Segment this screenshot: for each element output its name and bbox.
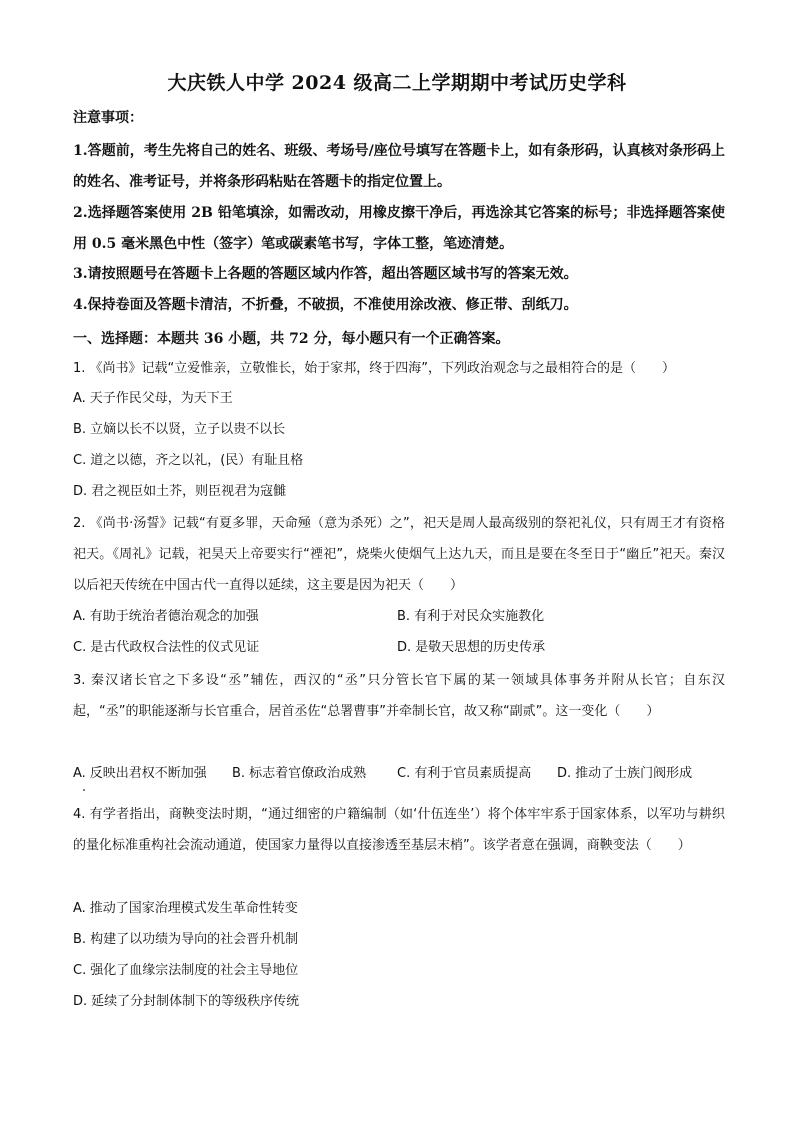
option-text: 构建了以功绩为导向的社会晋升机制	[90, 932, 299, 947]
question-stem: 4. 有学者指出，商鞅变法时期，“通过细密的户籍编制（如‘什伍连坐’）将个体牢牢系于国家体系，以军功与耕织的量化标准重构社会流动通道，使国家力量得以直接渗透至基层末梢”。该学者意在强调，商鞅变法（ ）	[73, 807, 725, 853]
option-c	[397, 764, 531, 784]
option-text: 天子作民父母，为天下王	[89, 391, 233, 406]
option-text: 有助于统治者德治观念的加强	[89, 609, 259, 624]
option-text: 强化了血缘宗法制度的社会主导地位	[90, 963, 299, 978]
option-label: B.	[73, 422, 87, 437]
option-text: 是敬天思想的历史传承	[415, 640, 546, 655]
option-label: D.	[73, 994, 88, 1009]
option-text: 君之视臣如土芥，则臣视君为寇雠	[91, 484, 287, 499]
note-item: 2.选择题答案使用 2B 铅笔填涂，如需改动，用橡皮擦干净后，再选涂其它答案的标号；非选择题答案使用 0.5 毫米黑色中性（签字）笔或碳素笔书写，字体工整，笔迹清楚。	[73, 205, 725, 252]
option-b	[232, 764, 366, 784]
option-a	[73, 899, 298, 919]
option-b	[73, 930, 298, 950]
question-stem: 2. 《尚书·汤誓》记载“有夏多罪，天命殛（意为杀死）之”，祀天是周人最高级别的祭祀礼仪，只有周王才有资格祀天。《周礼》记载，祀昊天上帝要实行“禋祀”，烧柴火使烟气上达九天，而且是要在冬至日于“幽丘”祀天。秦汉以后祀天传统在中国古代一直得以延续，这主要是因为祀天（ ）	[73, 516, 725, 593]
question-stem: 3. 秦汉诸长官之下多设“丞”辅佐，西汉的“丞”只分管长官下属的某一领域具体事务并附从长官；自东汉起，“丞”的职能逐渐与长官重合，居首丞佐“总署曹事”并牵制长官，故又称“副贰”。这一变化（ ）	[73, 673, 725, 719]
option-text: 推动了士族门阀形成	[575, 766, 693, 781]
option-text: 延续了分封制体制下的等级秩序传统	[91, 994, 300, 1009]
notes-heading: 注意事项：	[73, 110, 143, 126]
option-label: B.	[397, 609, 411, 624]
note-item: 1.答题前，考生先将自己的姓名、班级、考场号/座位号填写在答题卡上，如有条形码，认真核对条形码上的姓名、准考证号，并将条形码粘贴在答题卡的指定位置上。	[73, 143, 725, 190]
option-a	[73, 607, 259, 627]
option-text: 反映出君权不断加强	[89, 766, 207, 781]
option-a	[73, 389, 233, 409]
option-d	[397, 638, 545, 658]
option-c	[73, 638, 259, 658]
option-label: C.	[397, 766, 411, 781]
option-text: 推动了国家治理模式发生革命性转变	[89, 901, 298, 916]
option-label: D.	[73, 484, 88, 499]
option-label: A.	[73, 391, 86, 406]
page-title: 大庆铁人中学 2024 级高二上学期期中考试历史学科	[167, 72, 627, 94]
note-item: 4.保持卷面及答题卡清洁，不折叠，不破损，不准使用涂改液、修正带、刮纸刀。	[73, 297, 578, 313]
option-text: 道之以德，齐之以礼，(民）有耻且格	[90, 453, 304, 468]
option-label: A.	[73, 766, 86, 781]
option-label: A.	[73, 609, 86, 624]
option-c	[73, 451, 303, 471]
option-label: A.	[73, 901, 86, 916]
option-label: C.	[73, 640, 87, 655]
option-text: 立嫡以长不以贤，立子以贵不以长	[90, 422, 286, 437]
stray-dot	[83, 789, 85, 791]
option-label: D.	[397, 640, 412, 655]
option-d	[73, 482, 286, 502]
option-b	[73, 420, 285, 440]
question-stem: 1. 《尚书》记载“立爱惟亲，立敬惟长，始于家邦，终于四海”，下列政治观念与之最相符合的是（ ）	[73, 361, 676, 376]
section-title: 一、选择题：本题共 36 小题，共 72 分，每小题只有一个正确答案。	[73, 331, 510, 347]
option-d	[557, 764, 692, 784]
option-label: D.	[557, 766, 572, 781]
option-text: 是古代政权合法性的仪式见证	[90, 640, 260, 655]
option-label: B.	[232, 766, 246, 781]
note-item: 3.请按照题号在答题卡上各题的答题区域内作答，超出答题区域书写的答案无效。	[73, 266, 578, 282]
option-text: 有利于对民众实施教化	[414, 609, 545, 624]
option-label: C.	[73, 963, 87, 978]
option-text: 标志着官僚政治成熟	[249, 766, 367, 781]
option-d	[73, 992, 299, 1012]
option-a	[73, 764, 207, 784]
option-c	[73, 961, 298, 981]
option-text: 有利于官员素质提高	[414, 766, 532, 781]
option-label: C.	[73, 453, 87, 468]
option-label: B.	[73, 932, 87, 947]
option-b	[397, 607, 544, 627]
